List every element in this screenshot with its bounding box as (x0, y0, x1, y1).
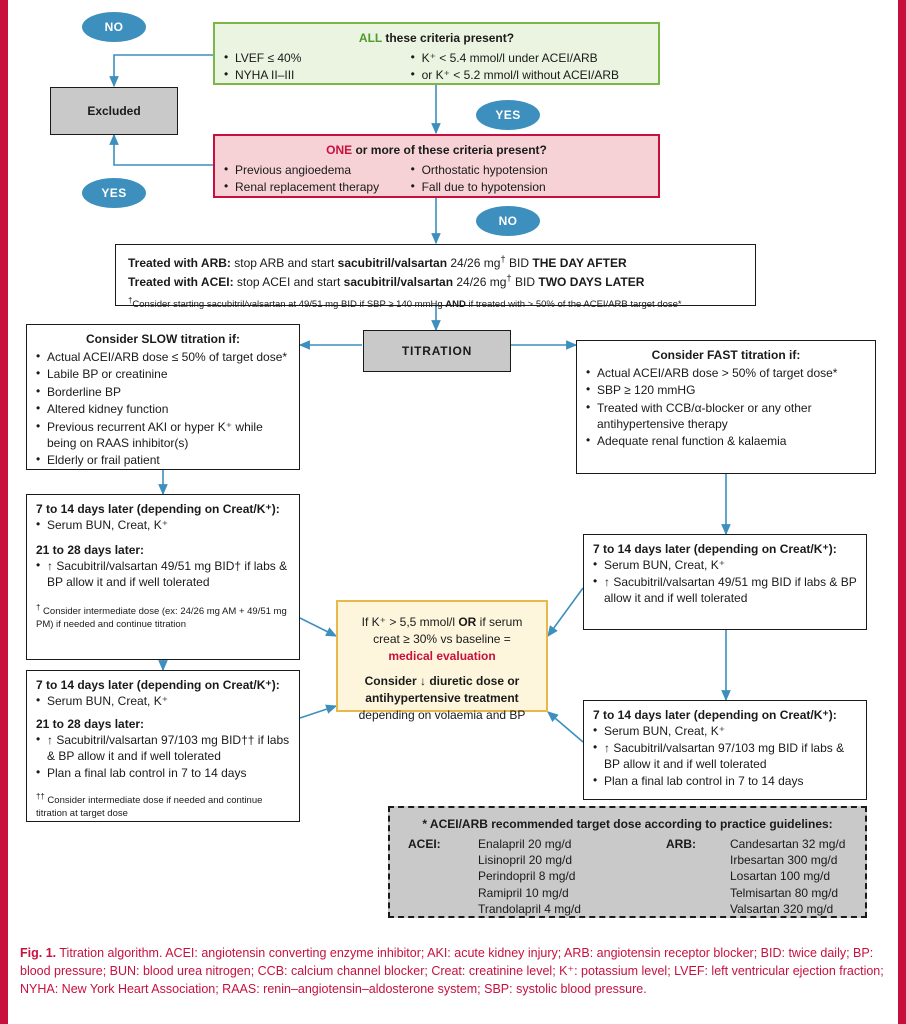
treatment-line2-e: BID (511, 275, 539, 290)
treatment-footnote-b: if treated with > 50% of the ACEI/ARB target dose* (465, 299, 682, 311)
excluded-label: Excluded (87, 104, 141, 118)
list-item: • Renal replacement therapy (224, 180, 401, 196)
criteria-one-box (213, 134, 660, 198)
arb-label: ARB: (666, 837, 696, 851)
treatment-line1-e: BID (505, 256, 533, 270)
treatment-footnote-and: AND (445, 299, 466, 311)
slow-step2-list2 (36, 733, 290, 782)
alert-line4: Consider ↓ diuretic dose or (364, 674, 520, 689)
treatment-footnote-sup: † (128, 296, 133, 306)
treatment-line2-sup: † (506, 273, 512, 285)
target-dose-table (404, 836, 851, 917)
acei-item: Lisinopril 20 mg/d (478, 853, 573, 868)
badge-yes-left-label: YES (101, 186, 127, 200)
slow-step2-list1 (36, 694, 290, 710)
list-item-cont: • or K⁺ < 5.2 mmol/l without ACEI/ARB (411, 68, 649, 84)
badge-no-bottom-label: NO (498, 214, 518, 228)
treatment-footnote-a: Consider starting sacubitril/valsartan at 49/51 mg BID if SBP ≥ 140 mmHg (132, 299, 446, 311)
arb-item: Irbesartan 300 mg/d (730, 853, 838, 868)
badge-no-bottom (476, 206, 540, 236)
alert-line3: medical evaluation (388, 648, 496, 663)
fast-step1-list (593, 558, 857, 607)
treatment-line2-f: TWO DAYS LATER (538, 275, 645, 290)
list-item: • ↑ Sacubitril/valsartan 97/103 mg BID†† if labs & BP allow it and if well tolerated (36, 733, 290, 765)
criteria-all-left-list (224, 51, 401, 84)
titration-box (363, 330, 511, 372)
list-item: • Serum BUN, Creat, K⁺ (36, 518, 290, 534)
badge-yes-right (476, 100, 540, 130)
treatment-line1-d: 24/26 mg (447, 256, 501, 270)
acei-label: ACEI: (408, 837, 441, 851)
page-border-right (898, 0, 906, 1024)
list-item: • Fall due to hypotension (411, 180, 649, 196)
treatment-line1-f: THE DAY AFTER (532, 256, 627, 270)
fast-titration-box (576, 340, 876, 474)
list-item: • Serum BUN, Creat, K⁺ (593, 724, 857, 740)
slow-step2-head2: 21 to 28 days later: (36, 717, 145, 732)
excluded-box (50, 87, 178, 135)
list-item: • Elderly or frail patient (36, 453, 290, 469)
slow-step2-box (26, 670, 300, 822)
list-item: • SBP ≥ 120 mmHG (586, 383, 866, 399)
list-item: • Previous recurrent AKI or hyper K⁺ while being on RAAS inhibitor(s) (36, 420, 290, 452)
slow-step1-list2 (36, 559, 290, 591)
alert-line1-a: If K⁺ > 5,5 mmol/l (361, 615, 459, 629)
treatment-line1-c: sacubitril/valsartan (337, 256, 448, 270)
treatment-line2-a: Treated with ACEI: (128, 275, 234, 290)
slow-step2-foot-sup: †† (36, 792, 45, 802)
target-dose-title-star: * (422, 817, 430, 831)
figure-caption (8, 940, 898, 998)
alert-line6: depending on volaemia and BP (358, 707, 526, 722)
criteria-one-left-list (224, 163, 401, 196)
fast-step1-box (583, 534, 867, 630)
treatment-line2-c: sacubitril/valsartan (343, 275, 454, 290)
slow-step1-foot-sup: † (36, 602, 41, 612)
list-item: • Plan a final lab control in 7 to 14 days (36, 766, 290, 782)
list-item: • Plan a final lab control in 7 to 14 days (593, 774, 857, 790)
list-item: • LVEF ≤ 40% (224, 51, 401, 67)
treatment-line1-b: stop ARB and start (230, 256, 338, 270)
treatment-line2-b: stop ACEI and start (233, 275, 344, 290)
list-item: • K⁺ < 5.4 mmol/l under ACEI/ARB (411, 51, 649, 67)
list-item: • ↑ Sacubitril/valsartan 97/103 mg BID if labs & BP allow it and if well tolerated (593, 741, 857, 773)
slow-step1-box (26, 494, 300, 660)
arb-item: Candesartan 32 mg/d (730, 837, 846, 851)
criteria-all-heading-strong: ALL (358, 31, 383, 45)
page-border-left (0, 0, 8, 1024)
slow-step2-head: 7 to 14 days later (depending on Creat/K⁺): (36, 678, 280, 692)
medical-evaluation-box (336, 600, 548, 722)
fast-step2-list (593, 724, 857, 791)
badge-yes-left (82, 178, 146, 208)
list-item: • ↑ Sacubitril/valsartan 49/51 mg BID† if labs & BP allow it and if well tolerated (36, 559, 290, 591)
titration-label: TITRATION (401, 344, 473, 358)
alert-line2: creat ≥ 30% vs baseline = (373, 631, 511, 646)
criteria-one-heading-strong: ONE (326, 143, 353, 157)
criteria-all-box (213, 22, 660, 85)
badge-no-top-label: NO (104, 20, 124, 34)
badge-yes-right-label: YES (495, 108, 521, 122)
treatment-line2-d: 24/26 mg (453, 275, 507, 290)
figure-caption-text: Titration algorithm. ACEI: angiotensin converting enzyme inhibitor; AKI: acute kidney injury; ARB: angiotensin receptor blocker; BID: twice daily; BP: blood pressure; BUN: blood urea nitrogen; CCB: calcium channel blocker; Creat: creatinine level; K⁺: potassium level; LVEF: left ventricular ejection fraction; NYHA: New York Heart Association; RAAS: renin–angiotensin–aldosterone system; SBP: systolic blood pressure. (20, 946, 884, 997)
fast-title: Consider FAST titration if: (651, 348, 801, 362)
acei-item: Perindopril 8 mg/d (478, 869, 576, 884)
list-item: • Treated with CCB/α-blocker or any other antihypertensive therapy (586, 401, 866, 433)
list-item: • Actual ACEI/ARB dose ≤ 50% of target dose* (36, 350, 290, 366)
slow-step1-list1 (36, 518, 290, 534)
treatment-box (115, 244, 756, 311)
badge-no-top (82, 12, 146, 42)
criteria-all-heading-rest: these criteria present? (382, 31, 515, 45)
flowchart-canvas (8, 0, 898, 1024)
alert-line1-b: if serum (476, 615, 523, 629)
list-item: • Previous angioedema (224, 163, 401, 179)
alert-line1-or: OR (458, 615, 477, 629)
list-item: • NYHA II–III (224, 68, 401, 84)
list-item: • Orthostatic hypotension (411, 163, 649, 179)
slow-step1-head: 7 to 14 days later (depending on Creat/K⁺): (36, 502, 280, 516)
fast-list (586, 366, 866, 450)
slow-title: Consider SLOW titration if: (86, 332, 240, 346)
list-item: • Serum BUN, Creat, K⁺ (593, 558, 857, 574)
figure-caption-label: Fig. 1. (20, 946, 57, 960)
criteria-all-right-list (411, 51, 649, 84)
alert-line5: antihypertensive treatment (365, 691, 519, 706)
criteria-one-right-list (411, 163, 649, 196)
treatment-line1-a: Treated with ARB: (128, 256, 231, 270)
slow-step1-head2: 21 to 28 days later: (36, 543, 145, 558)
slow-step1-foot: Consider intermediate dose (ex: 24/26 mg AM + 49/51 mg PM) if needed and continue titration (36, 606, 287, 630)
target-dose-legend (388, 806, 867, 918)
slow-titration-box (26, 324, 300, 470)
fast-step2-head: 7 to 14 days later (depending on Creat/K⁺): (593, 708, 837, 722)
arb-item: Losartan 100 mg/d (730, 869, 831, 884)
fast-step2-box (583, 700, 867, 800)
target-dose-title: ACEI/ARB recommended target dose according to practice guidelines: (429, 817, 833, 831)
list-item: • Actual ACEI/ARB dose > 50% of target dose* (586, 366, 866, 382)
treatment-line1-sup: † (500, 254, 506, 265)
acei-item: Ramipril 10 mg/d (478, 885, 569, 900)
fast-step1-head: 7 to 14 days later (depending on Creat/K⁺): (593, 542, 837, 556)
list-item: • ↑ Sacubitril/valsartan 49/51 mg BID if labs & BP allow it and if well tolerated (593, 575, 857, 607)
acei-item: Trandolapril 4 mg/d (478, 901, 581, 916)
acei-item: Enalapril 20 mg/d (478, 837, 572, 851)
slow-step2-foot: Consider intermediate dose if needed and continue titration at target dose (36, 795, 263, 820)
arb-item: Telmisartan 80 mg/d (730, 885, 839, 900)
list-item: • Serum BUN, Creat, K⁺ (36, 694, 290, 710)
slow-list (36, 350, 290, 469)
criteria-one-heading-rest: or more of these criteria present? (352, 143, 547, 157)
arb-item: Valsartan 320 mg/d (730, 901, 834, 916)
list-item: • Adequate renal function & kalaemia (586, 434, 866, 450)
list-item: • Altered kidney function (36, 402, 290, 418)
list-item: • Labile BP or creatinine (36, 367, 290, 383)
list-item: • Borderline BP (36, 385, 290, 401)
